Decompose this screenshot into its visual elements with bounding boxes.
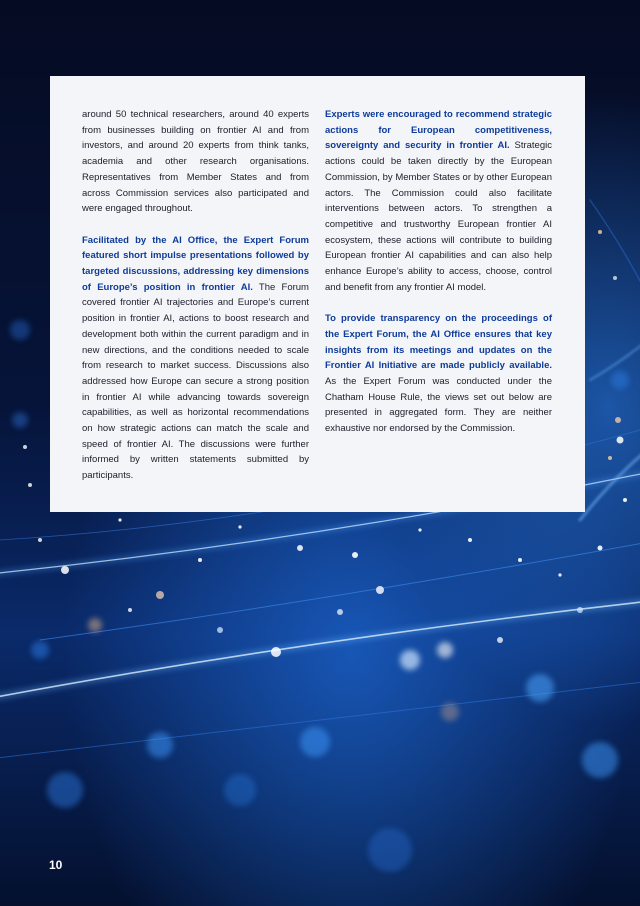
paragraph bbox=[82, 233, 309, 484]
paragraph: around 50 technical researchers, around 40 experts from businesses building on frontier AI and from investors, and around 20 experts from think tanks, academia and other research organisations. Representatives from Member States and from across Commission services also participated and were engaged throughout. bbox=[82, 109, 309, 215]
paragraph-body: As the Expert Forum was conducted under the Chatham House Rule, the views set out below are presented in aggregated form. They are neither exhaustive nor endorsed by the Commission. bbox=[325, 375, 552, 435]
highlighted-lead-sentence: To provide transparency on the proceedings of the Expert Forum, the AI Office ensures that key insights from its meetings and updates on the Frontier AI Initiative are made publicly available. bbox=[325, 313, 552, 372]
left-text-column bbox=[82, 107, 309, 512]
highlighted-lead-sentence: Experts were encouraged to recommend strategic actions for European competitiveness, sovereignty and security in frontier AI. bbox=[325, 109, 552, 152]
paragraph bbox=[325, 107, 552, 295]
paragraph-body: Strategic actions could be taken directly by the European Commission, by Member States or by other European actors. The Commission could also facilitate interventions between actors. To strengthen a competitive and trustworthy European frontier AI ecosystem, these actions will contribute to building European frontier AI capabilities and can also help enhance Europe’s ability to access, choose, control and benefit from any frontier AI model. bbox=[325, 140, 552, 293]
paragraph-body: The Forum covered frontier AI trajectories and Europe’s current position in frontier AI, actions to boost research and development both within the current paradigm and in new directions, and the conditions needed to scale from research to market success. Discussions also addressed how Europe can secure a strong position in frontier AI while advancing towards sovereign capabilities, as well as horizontal recommendations on how strategic actions can match the scale and speed of frontier AI. The discussions were further informed by written statements submitted by participants. bbox=[82, 281, 309, 482]
text-panel bbox=[50, 76, 585, 512]
right-text-column bbox=[325, 107, 552, 512]
paragraph bbox=[325, 311, 552, 437]
page-number: 10 bbox=[49, 858, 63, 872]
highlighted-lead-sentence: Facilitated by the AI Office, the Expert Forum featured short impulse presentations followed by targeted discussions, addressing key dimensions of Europe’s position in frontier AI. bbox=[82, 234, 309, 293]
